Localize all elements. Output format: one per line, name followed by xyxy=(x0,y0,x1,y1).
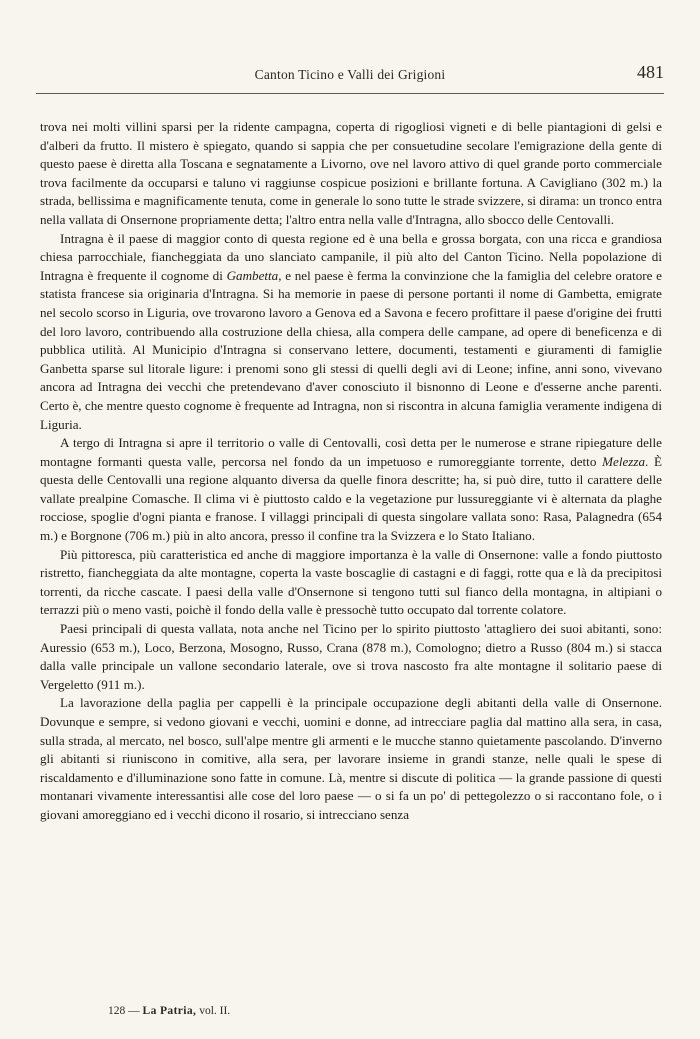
paragraph-5: Paesi principali di questa vallata, nota anche nel Ticino per lo spirito piuttosto 'attagliero dei suoi abitanti, sono: Auressio (653 m.), Loco, Berzona, Mosogno, Russo, Crana (878 m.), Comologno; dietro a Russo (804 m.) si stacca dalla valle principale un vallone secondario laterale, ove si trova nascosto fra alte montagne il solitario paese di Vergeletto (911 m.). xyxy=(40,621,662,692)
page-number: 481 xyxy=(637,62,664,82)
paragraph-2: Intragna è il paese di maggior conto di questa regione ed è una bella e grossa borgata, con una ricca e grandiosa chiesa parrocchiale, fiancheggiata da uno slanciato campanile, il più alto del Canton Ticino. Nella popolazione di Intragna è frequente il cognome di Gambetta, e nel paese è ferma la convinzione che la famiglia del celebre oratore e statista francese sia originaria d'Intragna. Si ha memorie in paese di persone portanti il nome di Gambetta, emigrate nel secolo scorso in Liguria, ove trovarono lavoro a Genova ed a Savona e fecero profittare il paese d'origine dei frutti del loro lavoro, contribuendo alla costruzione della chiesa, alla compera delle campane, ad opere di beneficenza e di pubblica utilità. Al Municipio d'Intragna si conservano lettere, documenti, testamenti e giuramenti di famiglie Ganbetta sparse sul litorale ligure: i prenomi sono gli stessi di quelli degli avi di Leone; infine, anni sono, vivevano ancora ad Intragna dei vecchi che pretendevano d'aver conosciuto il bisnonno di Leone e d'esserne anche parenti. Certo è, che mentre questo cognome è frequente ad Intragna, non si riscontra in alcuna famiglia veramente indigena di Liguria. xyxy=(40,230,662,432)
italic-name-gambetta: Gambetta xyxy=(226,267,279,283)
paragraph-3: A tergo di Intragna si apre il territorio o valle di Centovalli, così detta per le numerose e strane ripiegature delle montagne formanti questa valle, percorsa nel fondo da un impetuoso e rumoreggiante torrente, detto Melezza. È questa delle Centovalli una regione alquanto diversa da quelle finora descritte; ha, si può dire, tutto il carattere delle vallate prealpine Comasche. Il clima vi è piuttosto caldo e la vegetazione pur lussureggiante vi è alternata da plaghe rocciose, spoglie d'ogni pianta e franose. I villaggi principali di questa singolare vallata sono: Rasa, Palagnedra (654 m.) e Borgnone (706 m.) più in alto ancora, presso il confine tra la Svizzera e lo Stato Italiano. xyxy=(40,435,662,544)
header-title: Canton Ticino e Valli dei Grigioni xyxy=(254,67,446,82)
body-text xyxy=(40,118,662,825)
running-header xyxy=(36,62,664,88)
journal-title: La Patria, xyxy=(142,1005,197,1017)
header-rule xyxy=(36,93,664,94)
paragraph-1: trova nei molti villini sparsi per la ridente campagna, coperta di rigogliosi vigneti e di belle piantagioni di gelsi e d'alberi da frutto. Il mistero è spiegato, quando si sappia che per consuetudine secolare l'emigrazione della gente di questo paese è diretta alla Toscana e segnatamente a Livorno, ove nel lavoro attivo di quel grande porto commerciale trova facilmente da occuparsi e taluno vi raggiunse cospicue posizioni e brillante fortuna. A Cavigliano (302 m.) la strada, bellissima e magnificamente tenuta, come in generale lo sono tutte le strade svizzere, si dirama: un tronco entra nella vallata di Onsernone propriamente detta; l'altro entra nella valle d'Intragna, allo sbocco delle Centovalli. xyxy=(40,119,662,227)
paragraph-4: Più pittoresca, più caratteristica ed anche di maggiore importanza è la valle di Onsernone: valle a fondo piuttosto ristretto, fiancheggiata da alte montagne, coperta la vaste boscaglie di castagni e di faggi, rotte qua e là da precipitosi torrenti, da ricche cascate. I paesi della valle d'Onsernone si tengono tutti sul fianco della montagna, in altipiani o terrazzi più o meno vasti, poichè il fondo della valle è pressochè tutto occupato dal torrente colatore. xyxy=(40,546,662,618)
paragraph-6: La lavorazione della paglia per cappelli è la principale occupazione degli abitanti della valle di Onsernone. Dovunque e sempre, si vedono giovani e vecchi, uomini e donne, ad intrecciare paglia dal mattino alla sera, in casa, sulla strada, al mercato, nel bosco, sull'alpe mentre gli armenti e le mucche stanno quietamente pascolando. D'inverno gli abitanti si riuniscono in comitive, alla sera, per lavorare insieme in grandi stanze, nelle quali le spese di riscaldamento e d'illuminazione sono fatte in comune. Là, mentre si discute di politica — la grande passione di questi montanari vivamente interessantisi alle cose del loro paese — o si fa un po' di pettegolezzo o si raccontano fole, o i giovani amoreggiano ed i vecchi dicono il rosario, si intrecciano senza xyxy=(40,695,662,822)
signature-mark: 128 — xyxy=(108,1005,140,1017)
italic-name-melezza: Melezza xyxy=(602,453,646,469)
page-footer xyxy=(108,1005,230,1017)
volume-label: vol. II. xyxy=(199,1005,231,1017)
